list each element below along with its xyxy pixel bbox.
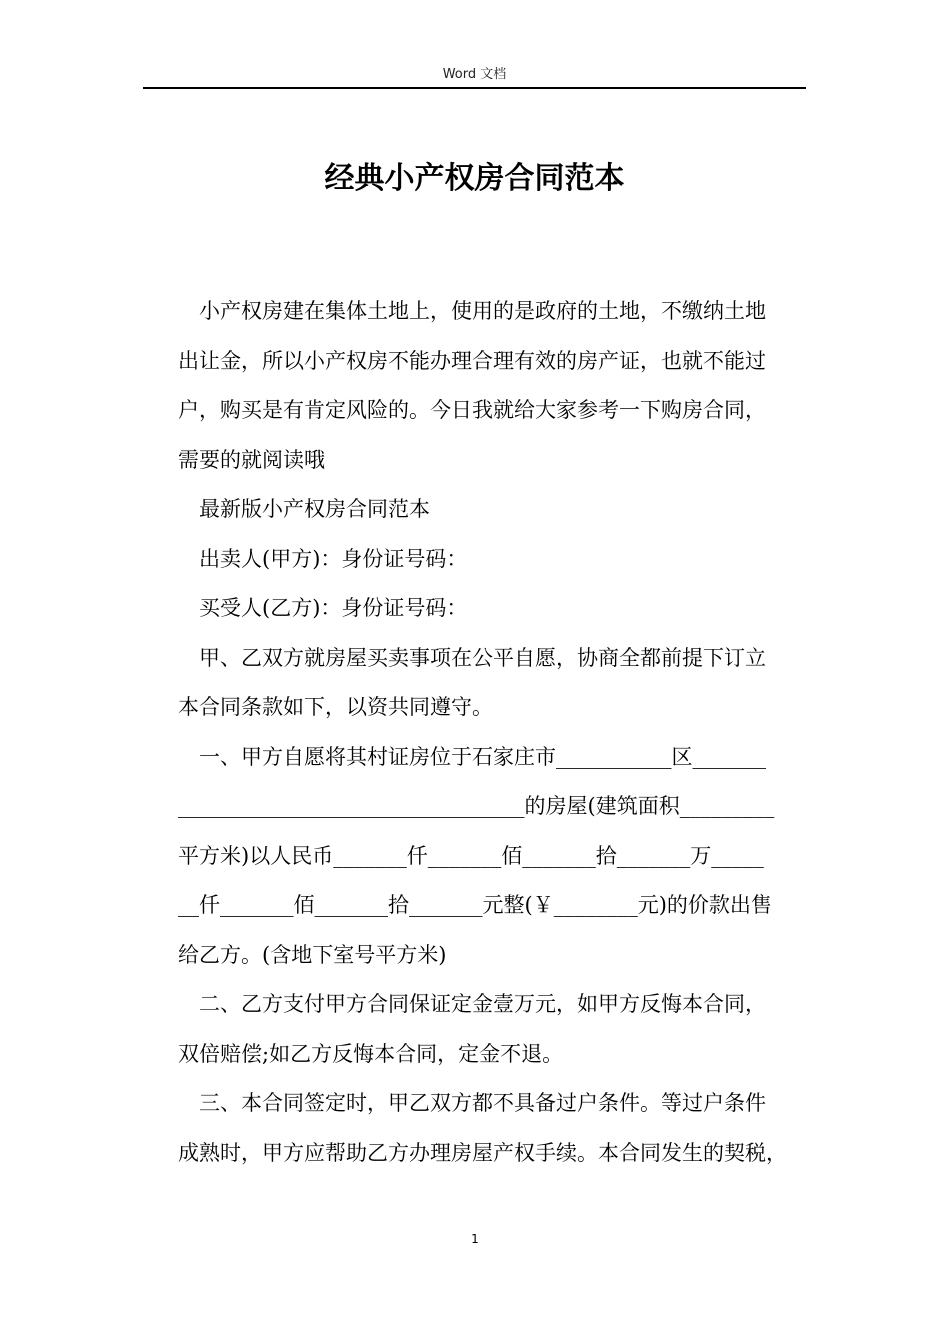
- body-line: 小产权房建在集体土地上，使用的是政府的土地，不缴纳土地: [199, 299, 766, 323]
- document-body: [178, 287, 818, 1178]
- body-line: 户，购买是有肯定风险的。今日我就给大家参考一下购房合同，: [178, 398, 766, 422]
- body-line: 双倍赔偿;如乙方反悔本合同，定金不退。: [178, 1041, 564, 1066]
- header-rule: [143, 87, 806, 89]
- page-number: 1: [471, 1232, 479, 1246]
- body-line: 需要的就阅读哦: [178, 447, 325, 472]
- body-line: 买受人(乙方)：身份证号码：: [199, 596, 468, 620]
- body-line: 出让金，所以小产权房不能办理合理有效的房产证，也就不能过: [178, 348, 766, 373]
- body-line: 二、乙方支付甲方合同保证定金壹万元，如甲方反悔本合同，: [199, 992, 766, 1016]
- body-line: 平方米)以人民币_______仟_______佰_______拾_______万_____: [178, 843, 764, 868]
- body-line: __仟_______佰_______拾_______元整(￥________元)的价款出售: [178, 893, 772, 917]
- body-line: 成熟时，甲方应帮助乙方办理房屋产权手续。本合同发生的契税，: [178, 1140, 787, 1165]
- body-line: 三、本合同签定时，甲乙双方都不具备过户条件。等过户条件: [199, 1091, 766, 1115]
- page-header: Word 文档: [442, 67, 507, 82]
- body-line: 一、甲方自愿将其村证房位于石家庄市___________区_______: [199, 744, 766, 769]
- body-line: 本合同条款如下，以资共同遵守。: [178, 695, 493, 719]
- body-line: 最新版小产权房合同范本: [199, 497, 430, 521]
- body-line: 给乙方。(含地下室号平方米): [178, 942, 447, 967]
- document-title: 经典小产权房合同范本: [324, 161, 625, 196]
- body-line: 出卖人(甲方)：身份证号码：: [199, 546, 468, 571]
- body-line: _________________________________的房屋(建筑面积_________: [178, 794, 775, 818]
- body-line: 甲、乙双方就房屋买卖事项在公平自愿，协商全都前提下订立: [199, 645, 766, 670]
